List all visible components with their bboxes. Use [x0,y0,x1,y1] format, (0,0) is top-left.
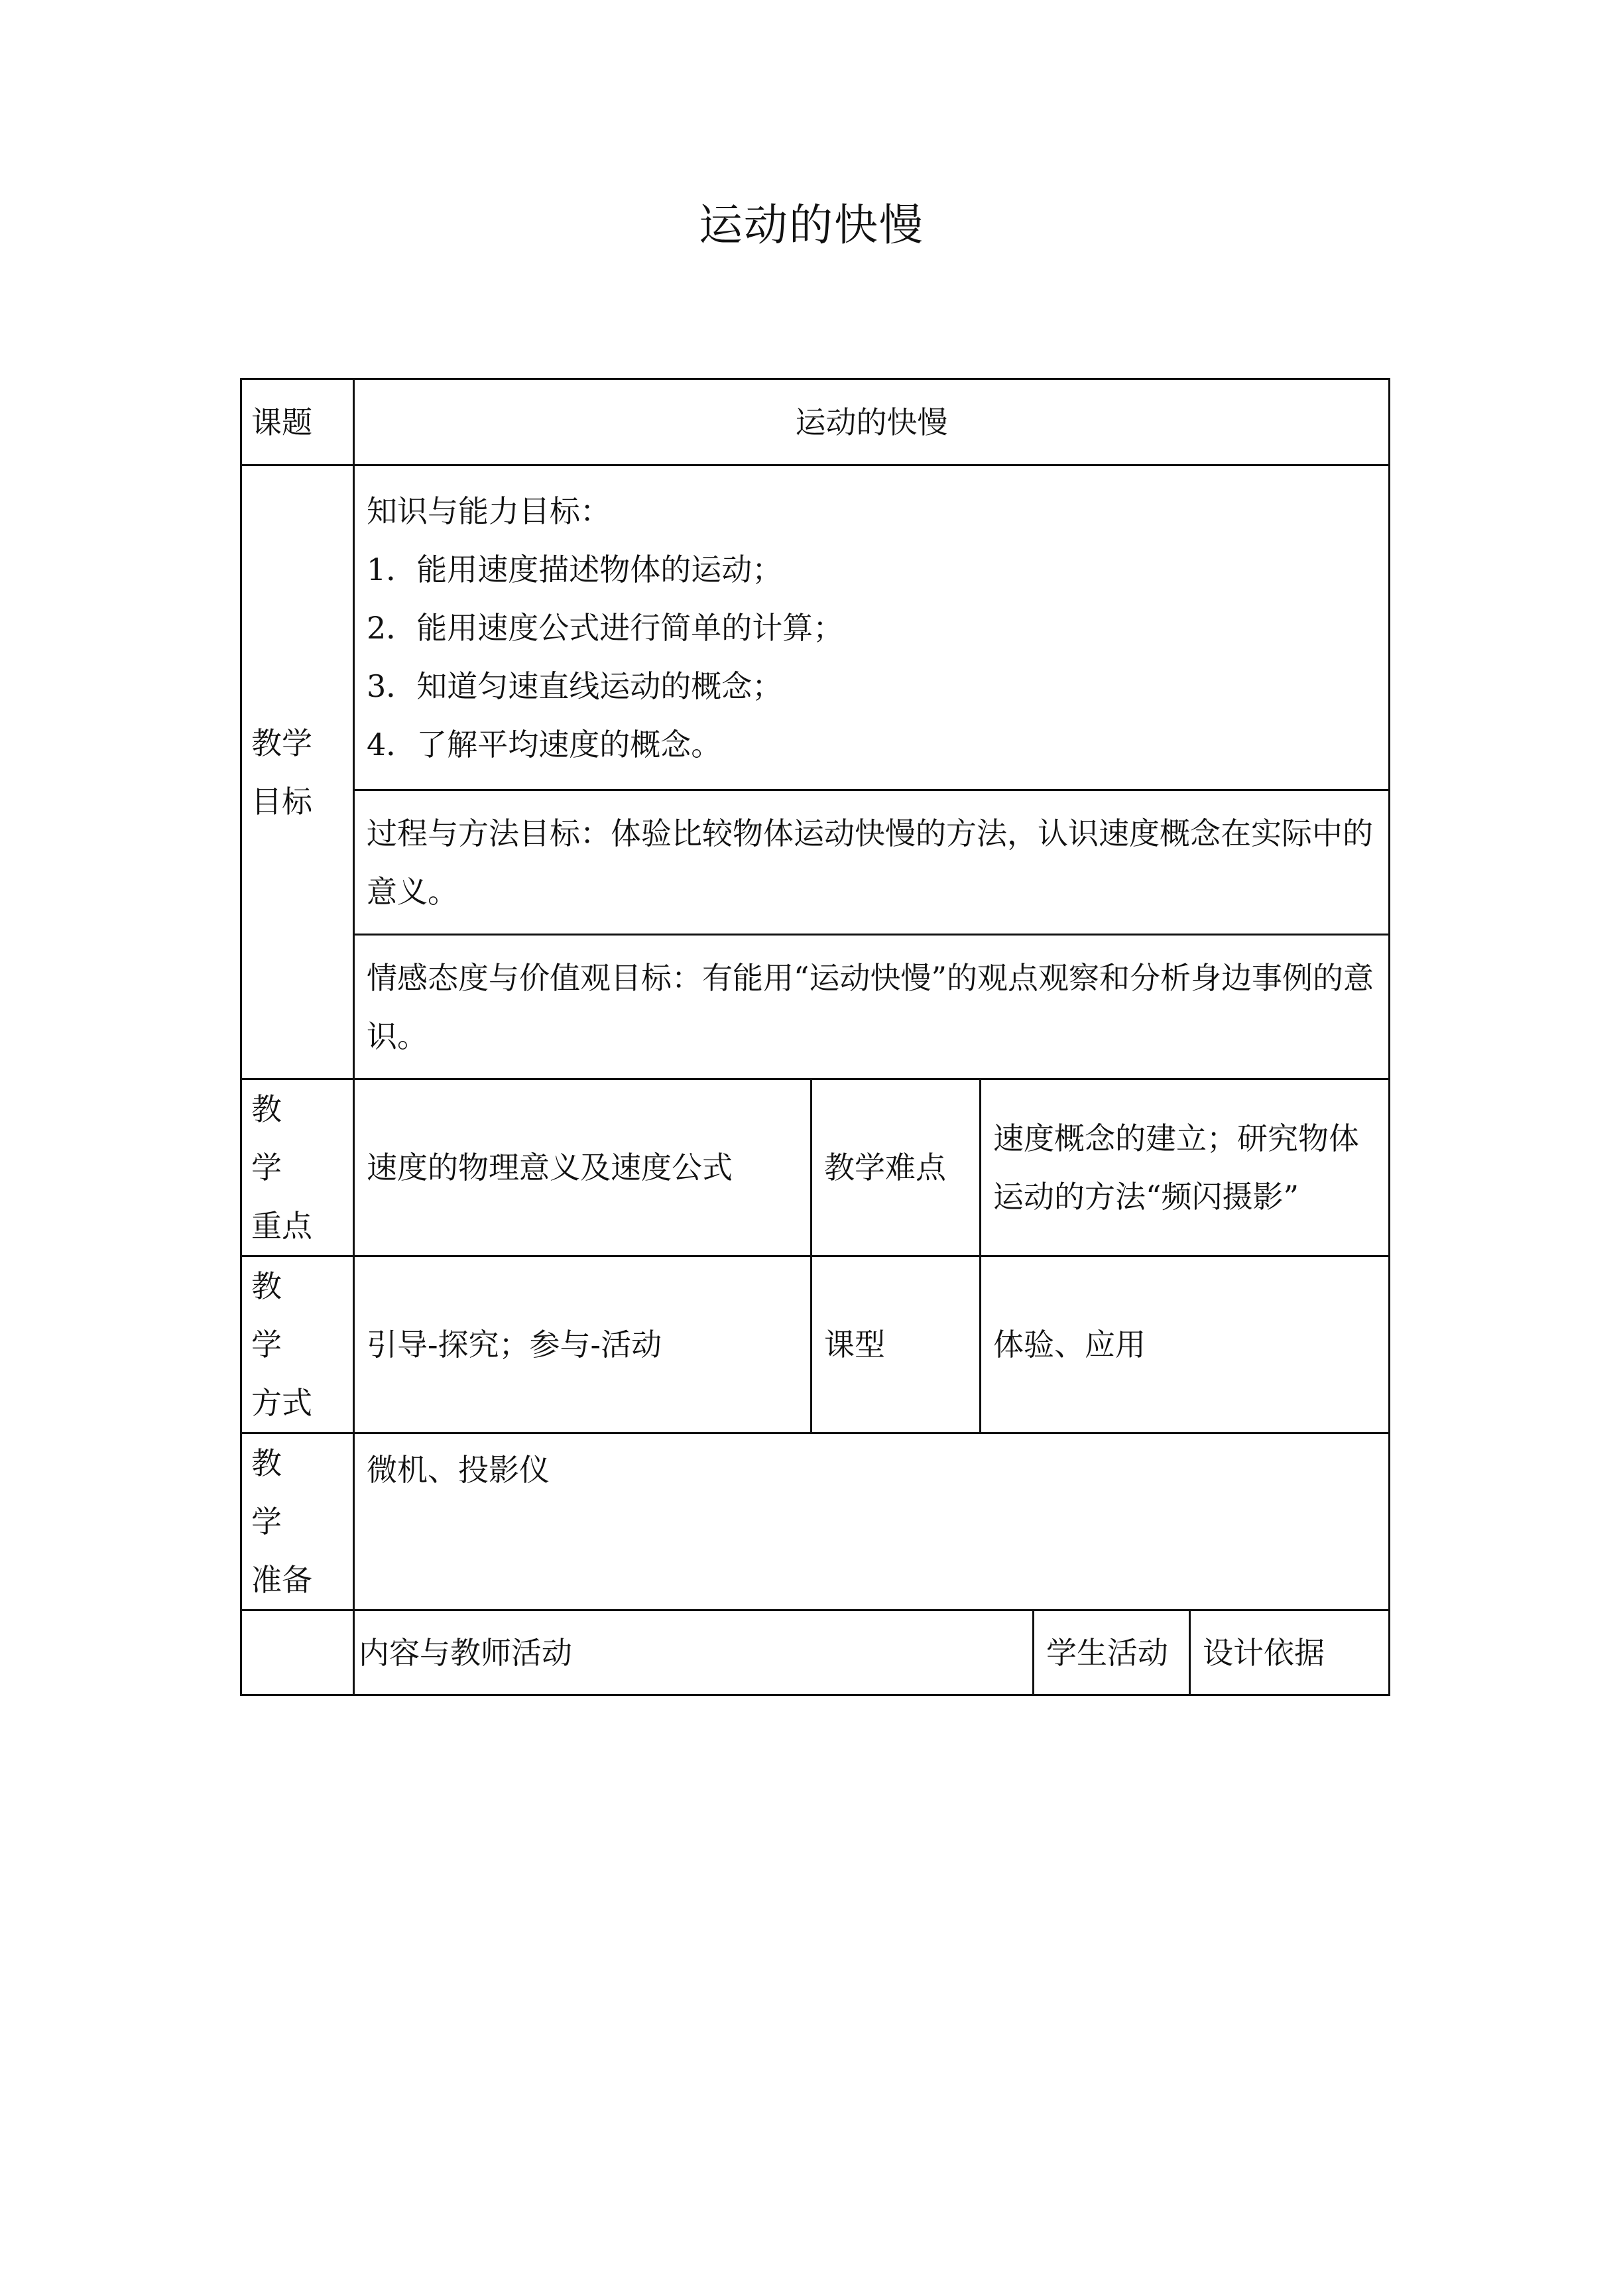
objectives-label-line1: 教学 [251,725,312,761]
preparation-label-line2: 准备 [251,1562,312,1598]
topic-label: 课题 [241,379,354,465]
teacher-activity-header: 内容与教师活动 [354,1610,1034,1695]
method-value: 引导-探究；参与-活动 [354,1256,812,1433]
key-points-label-line1: 教学 [251,1091,300,1185]
key-points-label [241,1079,354,1256]
student-activity-header: 学生活动 [1034,1610,1190,1695]
topic-row [241,379,1390,465]
activity-header-row [241,1610,1390,1695]
activity-header-blank [241,1610,354,1695]
difficulty-label: 教学难点 [812,1079,981,1256]
objectives-process-row [241,790,1390,935]
knowledge-goals-cell [354,465,1390,790]
knowledge-heading: 知识与能力目标： [367,493,611,529]
lesson-plan-table [240,378,1390,1696]
process-goals-cell: 过程与方法目标：体验比较物体运动快慢的方法，认识速度概念在实际中的意义。 [354,790,1390,935]
difficulty-value: 速度概念的建立；研究物体运动的方法“频闪摄影” [981,1079,1390,1256]
topic-value: 运动的快慢 [354,379,1390,465]
emotion-goals-cell: 情感态度与价值观目标：有能用“运动快慢”的观点观察和分析身边事例的意识。 [354,935,1390,1079]
lesson-type-value: 体验、应用 [981,1256,1390,1433]
objectives-label-line2: 目标 [251,783,312,819]
method-label-line1: 教学 [251,1268,300,1362]
method-label [241,1256,354,1433]
method-label-line2: 方式 [251,1385,312,1421]
knowledge-item: 2．能用速度公式进行简单的计算； [367,609,844,646]
objectives-knowledge-row [241,465,1390,790]
key-points-label-line2: 重点 [251,1208,312,1244]
method-row [241,1256,1390,1433]
preparation-label [241,1433,354,1610]
preparation-value: 微机、投影仪 [354,1433,1390,1610]
knowledge-item: 4．了解平均速度的概念。 [367,726,722,762]
lesson-type-label: 课型 [812,1256,981,1433]
objectives-label [241,465,354,1079]
knowledge-item: 1．能用速度描述物体的运动； [367,551,783,587]
key-points-row [241,1079,1390,1256]
key-points-value: 速度的物理意义及速度公式 [354,1079,812,1256]
preparation-label-line1: 教学 [251,1445,300,1540]
page-title: 运动的快慢 [699,200,924,251]
preparation-row [241,1433,1390,1610]
knowledge-item: 3．知道匀速直线运动的概念； [367,668,783,704]
design-basis-header: 设计依据 [1190,1610,1390,1695]
objectives-emotion-row [241,935,1390,1079]
